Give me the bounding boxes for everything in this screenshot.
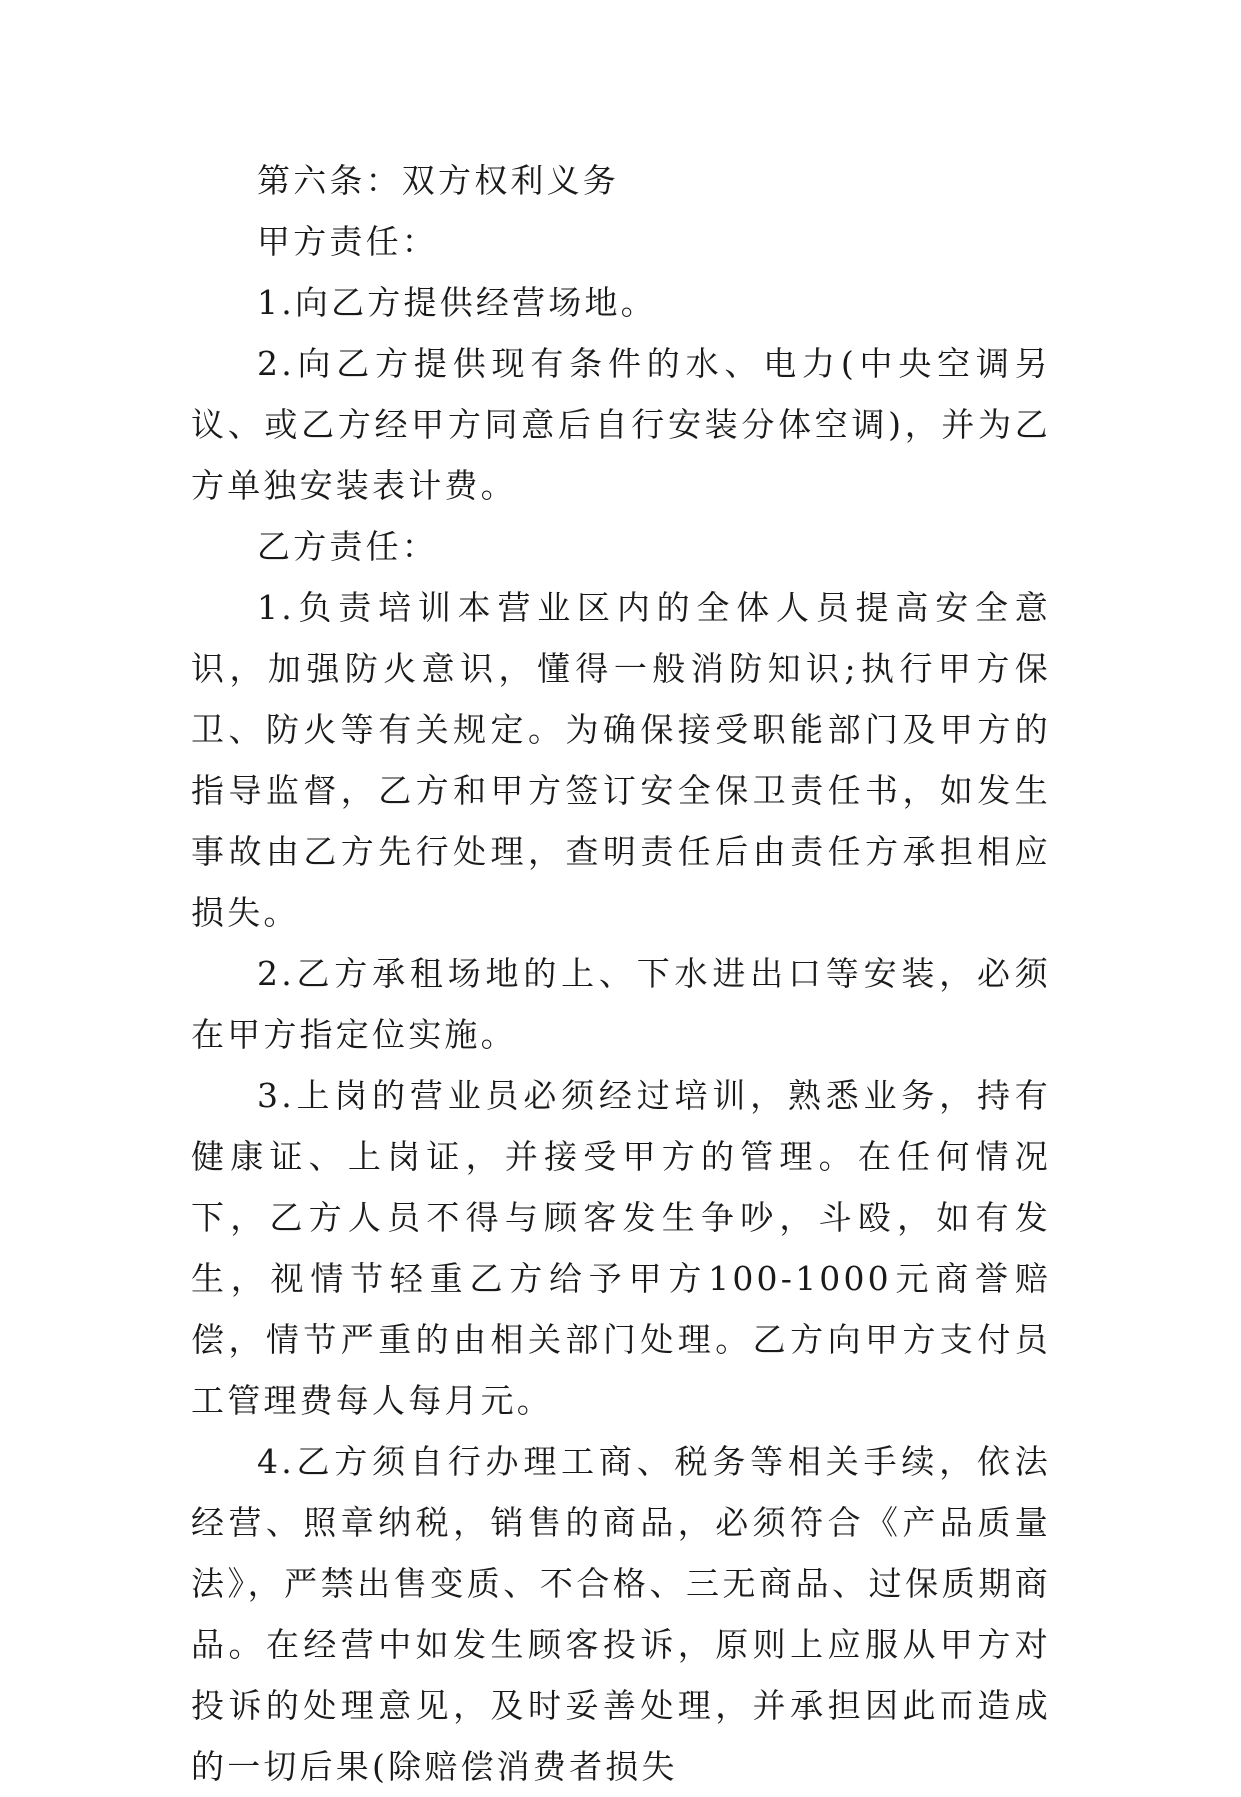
party-a-clause-1: 1.向乙方提供经营场地。 bbox=[257, 283, 657, 322]
party-a-heading: 甲方责任： bbox=[257, 222, 438, 261]
document-body bbox=[191, 150, 1051, 1797]
party-b-clause-1: 1.负责培训本营业区内的全体人员提高安全意识，加强防火意识，懂得一般消防知识;执行甲方保卫、防火等有关规定。为确保接受职能部门及甲方的指导监督，乙方和甲方签订安全保卫责任书，如发生事故由乙方先行处理，查明责任后由责任方承担相应损失。 bbox=[191, 588, 1051, 932]
party-b-clause-2: 2.乙方承租场地的上、下水进出口等安装，必须在甲方指定位实施。 bbox=[191, 954, 1051, 1054]
party-b-clause-4: 4.乙方须自行办理工商、税务等相关手续，依法经营、照章纳税，销售的商品，必须符合《产品质量法》，严禁出售变质、不合格、三无商品、过保质期商品。在经营中如发生顾客投诉，原则上应服从甲方对投诉的处理意见，及时妥善处理，并承担因此而造成的一切后果(除赔偿消费者损失 bbox=[191, 1442, 1051, 1786]
party-b-heading: 乙方责任： bbox=[257, 527, 438, 566]
article-heading: 第六条：双方权利义务 bbox=[257, 161, 619, 200]
party-a-clause-2: 2.向乙方提供现有条件的水、电力(中央空调另议、或乙方经甲方同意后自行安装分体空调)，并为乙方单独安装表计费。 bbox=[191, 344, 1051, 505]
party-b-clause-3: 3.上岗的营业员必须经过培训，熟悉业务，持有健康证、上岗证，并接受甲方的管理。在任何情况下，乙方人员不得与顾客发生争吵，斗殴，如有发生，视情节轻重乙方给予甲方100-1000元商誉赔偿，情节严重的由相关部门处理。乙方向甲方支付员工管理费每人每月元。 bbox=[191, 1076, 1051, 1420]
